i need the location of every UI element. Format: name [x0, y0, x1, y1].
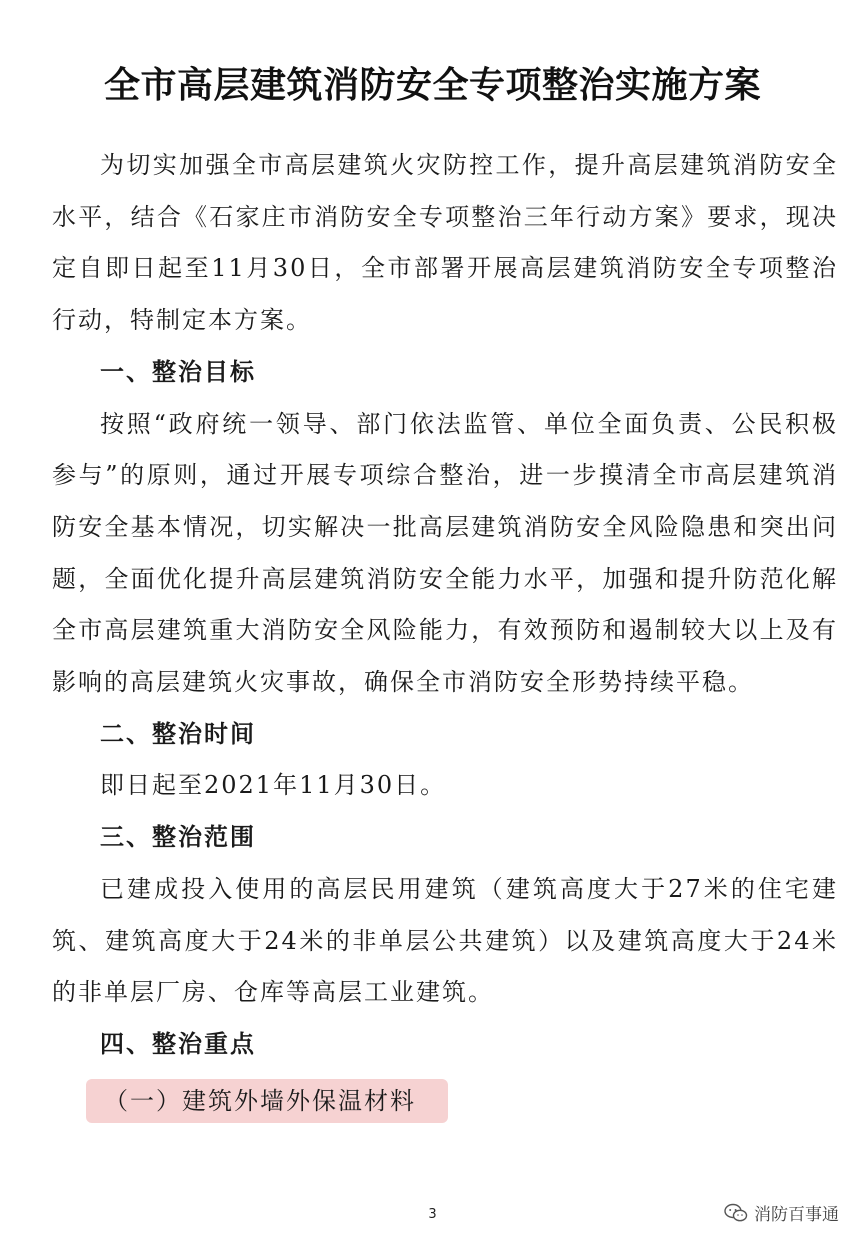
section-heading: 一、整治目标: [100, 357, 256, 386]
wechat-watermark: [724, 1200, 839, 1225]
section-paragraph: 即日起至2021年11月30日。: [100, 771, 447, 800]
section-paragraph: 按照“政府统一领导、部门依法监管、单位全面负责、公民积极参与”的原则，通过开展专项综合整治，进一步摸清全市高层建筑消防安全基本情况，切实解决一批高层建筑消防安全风险隐患和突出问题，全面优化提升高层建筑消防安全能力水平，加强和提升防范化解全市高层建筑重大消防安全风险能力，有效预防和遏制较大以上及有影响的高层建筑火灾事故，确保全市消防安全形势持续平稳。: [52, 409, 838, 697]
document-body: [52, 140, 838, 1127]
section-paragraph: 已建成投入使用的高层民用建筑（建筑高度大于27米的住宅建筑、建筑高度大于24米的非单层公共建筑）以及建筑高度大于24米的非单层厂房、仓库等高层工业建筑。: [52, 874, 838, 1007]
page-number: 3: [428, 1207, 437, 1222]
section-heading: 四、整治重点: [100, 1029, 256, 1058]
document-title: 全市高层建筑消防安全专项整治实施方案: [103, 65, 761, 107]
section-heading: 二、整治时间: [100, 719, 256, 748]
watermark-text: 消防百事通: [754, 1205, 839, 1225]
intro-paragraph: 为切实加强全市高层建筑火灾防控工作，提升高层建筑消防安全水平，结合《石家庄市消防安全专项整治三年行动方案》要求，现决定自即日起至11月30日，全市部署开展高层建筑消防安全专项整治行动，特制定本方案。: [52, 151, 838, 335]
wechat-icon: [724, 1203, 748, 1223]
highlighted-subheading: （一）建筑外墙外保温材料: [86, 1079, 448, 1123]
section-heading: 三、整治范围: [100, 823, 256, 852]
